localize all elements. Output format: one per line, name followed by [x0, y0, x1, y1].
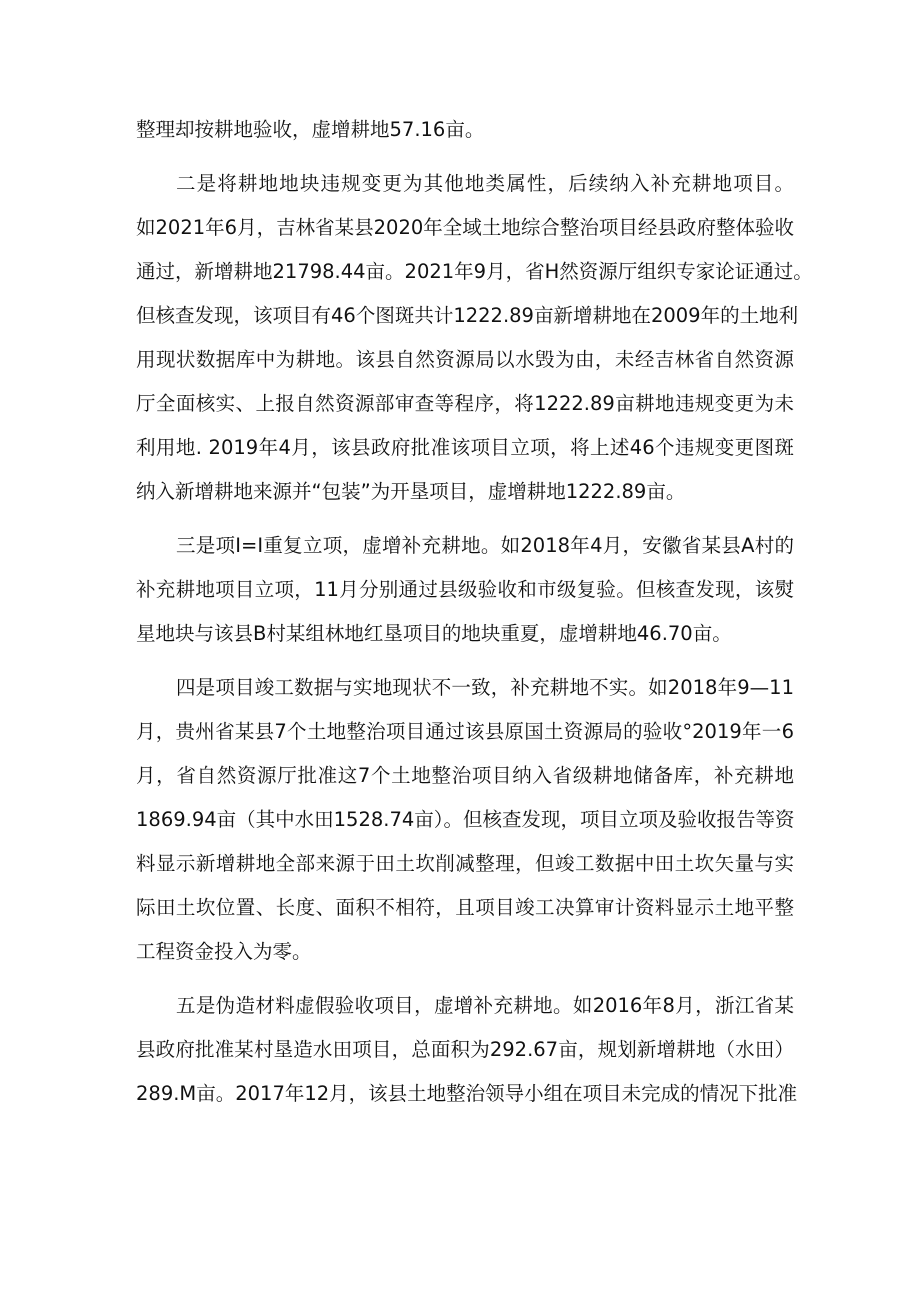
text-line: 县政府批准某村垦造水田项目，总面积为292.67亩，规划新增耕地（水田） — [136, 1038, 794, 1061]
document-body — [136, 108, 813, 1116]
text-line: 四是项目竣工数据与实地现状不一致，补充耕地不实。如2018年9—11 — [176, 676, 794, 699]
text-line: 补充耕地项目立项，11月分别通过县级验收和市级复验。但核查发现，该熨 — [136, 578, 794, 601]
text-line: 工程资金投入为零。 — [136, 940, 312, 963]
text-line: 整理却按耕地验收，虚增耕地57.16亩。 — [136, 118, 485, 141]
text-line: 289.M亩。2017年12月，该县土地整治领导小组在项目未完成的情况下批准 — [136, 1082, 798, 1105]
text-line: 月，省自然资源厅批准这7个土地整治项目纳入省级耕地储备库，补充耕地 — [136, 764, 794, 787]
text-line: 通过，新增耕地21798.44亩。2021年9月，省H然资源厅组织专家论证通过。 — [136, 260, 813, 283]
text-line: 三是项I=I重复立项，虚增补充耕地。如2018年4月，安徽省某县A村的 — [176, 534, 794, 557]
text-line: 月，贵州省某县7个土地整治项目通过该县原国土资源局的验收°2019年一6 — [136, 720, 794, 743]
text-line: 用现状数据库中为耕地。该县自然资源局以水毁为由，未经吉林省自然资源 — [136, 348, 794, 371]
text-line: 但核查发现，该项目有46个图斑共计1222.89亩新增耕地在2009年的土地利 — [136, 304, 799, 327]
text-line: 星地块与该县B村某组林地红垦项目的地块重夏，虚增耕地46.70亩。 — [136, 622, 732, 645]
text-line: 际田土坎位置、长度、面积不相符，且项目竣工决算审计资料显示土地平整 — [136, 896, 794, 919]
text-line: 料显示新增耕地全部来源于田土坎削减整理，但竣工数据中田土坎矢量与实 — [136, 852, 794, 875]
text-line: 二是将耕地地块违规变更为其他地类属性，后续纳入补充耕地项目。 — [176, 172, 794, 195]
text-line: 五是伪造材料虚假验收项目，虚增补充耕地。如2016年8月，浙江省某 — [176, 994, 794, 1017]
text-line: 厅全面核实、上报自然资源部审查等程序，将1222.89亩耕地违规变更为未 — [136, 392, 794, 415]
text-line: 利用地. 2019年4月，该县政府批准该项目立项，将上述46个违规变更图斑 — [136, 436, 794, 459]
text-line: 如2021年6月，吉林省某县2020年全域土地综合整治项目经县政府整体验收 — [136, 216, 794, 239]
paragraph — [136, 984, 798, 1116]
paragraph — [136, 666, 794, 974]
paragraph — [136, 162, 813, 514]
paragraph — [136, 108, 794, 152]
text-line: 1869.94亩（其中水田1528.74亩）。但核查发现，项目立项及验收报告等资 — [136, 808, 795, 831]
paragraph — [136, 524, 794, 656]
text-line: 纳入新增耕地来源并“包装”为开垦项目，虚增耕地1222.89亩。 — [136, 480, 686, 503]
